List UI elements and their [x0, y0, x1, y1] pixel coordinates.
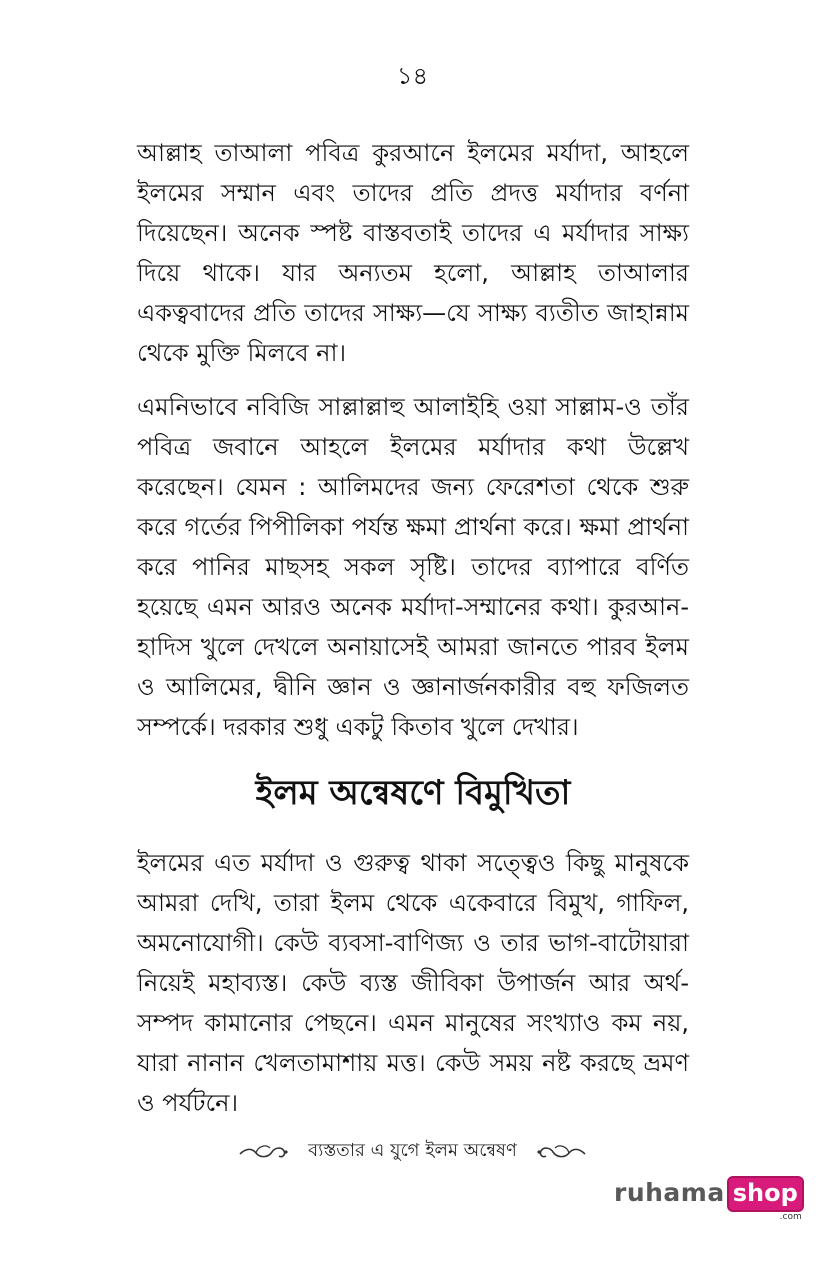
flourish-ornament-icon [535, 1140, 587, 1164]
book-title: ব্যস্ততার এ যুগে ইলম অন্বেষণ [308, 1140, 517, 1161]
brand-domain: .com [779, 1212, 802, 1222]
paragraph-1: আল্লাহ তাআলা পবিত্র কুরআনে ইলমের মর্যাদা, আহলে ইলমের সম্মান এবং তাদের প্রতি প্রদত্ত মর্যাদার বর্ণনা দিয়েছেন। অনেক স্পষ্ট বাস্তবতাই তাদের এ মর্যাদার সাক্ষ্য দিয়ে থাকে। যার অন্যতম হলো, আল্লাহ তাআলার একত্ববাদের প্রতি তাদের সাক্ষ্য—যে সাক্ষ্য ব্যতীত জাহান্নাম থেকে মুক্তি মিলবে না। [137, 139, 689, 367]
brand-name-part-2: shop [727, 1176, 804, 1212]
brand-name-part-1: ruhama [614, 1178, 725, 1207]
running-footer [0, 1136, 825, 1167]
page-body [137, 133, 689, 1123]
brand-badge [727, 1176, 804, 1222]
paragraph-3: ইলমের এত মর্যাদা ও গুরুত্ব থাকা সত্ত্বেও কিছু মানুষকে আমরা দেখি, তারা ইলম থেকে একেবারে বিমুখ, গাফিল, অমনোযোগী। কেউ ব্যবসা-বাণিজ্য ও তার ভাগ-বাটোয়ারা নিয়েই মহাব্যস্ত। কেউ ব্যস্ত জীবিকা উপার্জন আর অর্থ-সম্পদ কামানোর পেছনে। এমন মানুষের সংখ্যাও কম নয়, যারা নানান খেলতামাশায় মত্ত। কেউ সময় নষ্ট করছে ভ্রমণ ও পর্যটনে। [137, 849, 689, 1117]
section-heading: ইলম অন্বেষণে বিমুখিতা [255, 773, 571, 813]
page-number: ১৪ [396, 62, 429, 90]
watermark-logo [614, 1176, 804, 1222]
flourish-ornament-icon [238, 1140, 290, 1164]
paragraph-2: এমনিভাবে নবিজি সাল্লাল্লাহু আলাইহি ওয়া সাল্লাম-ও তাঁর পবিত্র জবানে আহলে ইলমের মর্যাদার কথা উল্লেখ করেছেন। যেমন : আলিমদের জন্য ফেরেশতা থেকে শুরু করে গর্তের পিপীলিকা পর্যন্ত ক্ষমা প্রার্থনা করে। ক্ষমা প্রার্থনা করে পানির মাছসহ সকল সৃষ্টি। তাদের ব্যাপারে বর্ণিত হয়েছে এমন আরও অনেক মর্যাদা-সম্মানের কথা। কুরআন-হাদিস খুলে দেখলে অনায়াসেই আমরা জানতে পারব ইলম ও আলিমের, দ্বীনি জ্ঞান ও জ্ঞানার্জনকারীর বহু ফজিলত সম্পর্কে। দরকার শুধু একটু কিতাব খুলে দেখার। [137, 393, 689, 741]
